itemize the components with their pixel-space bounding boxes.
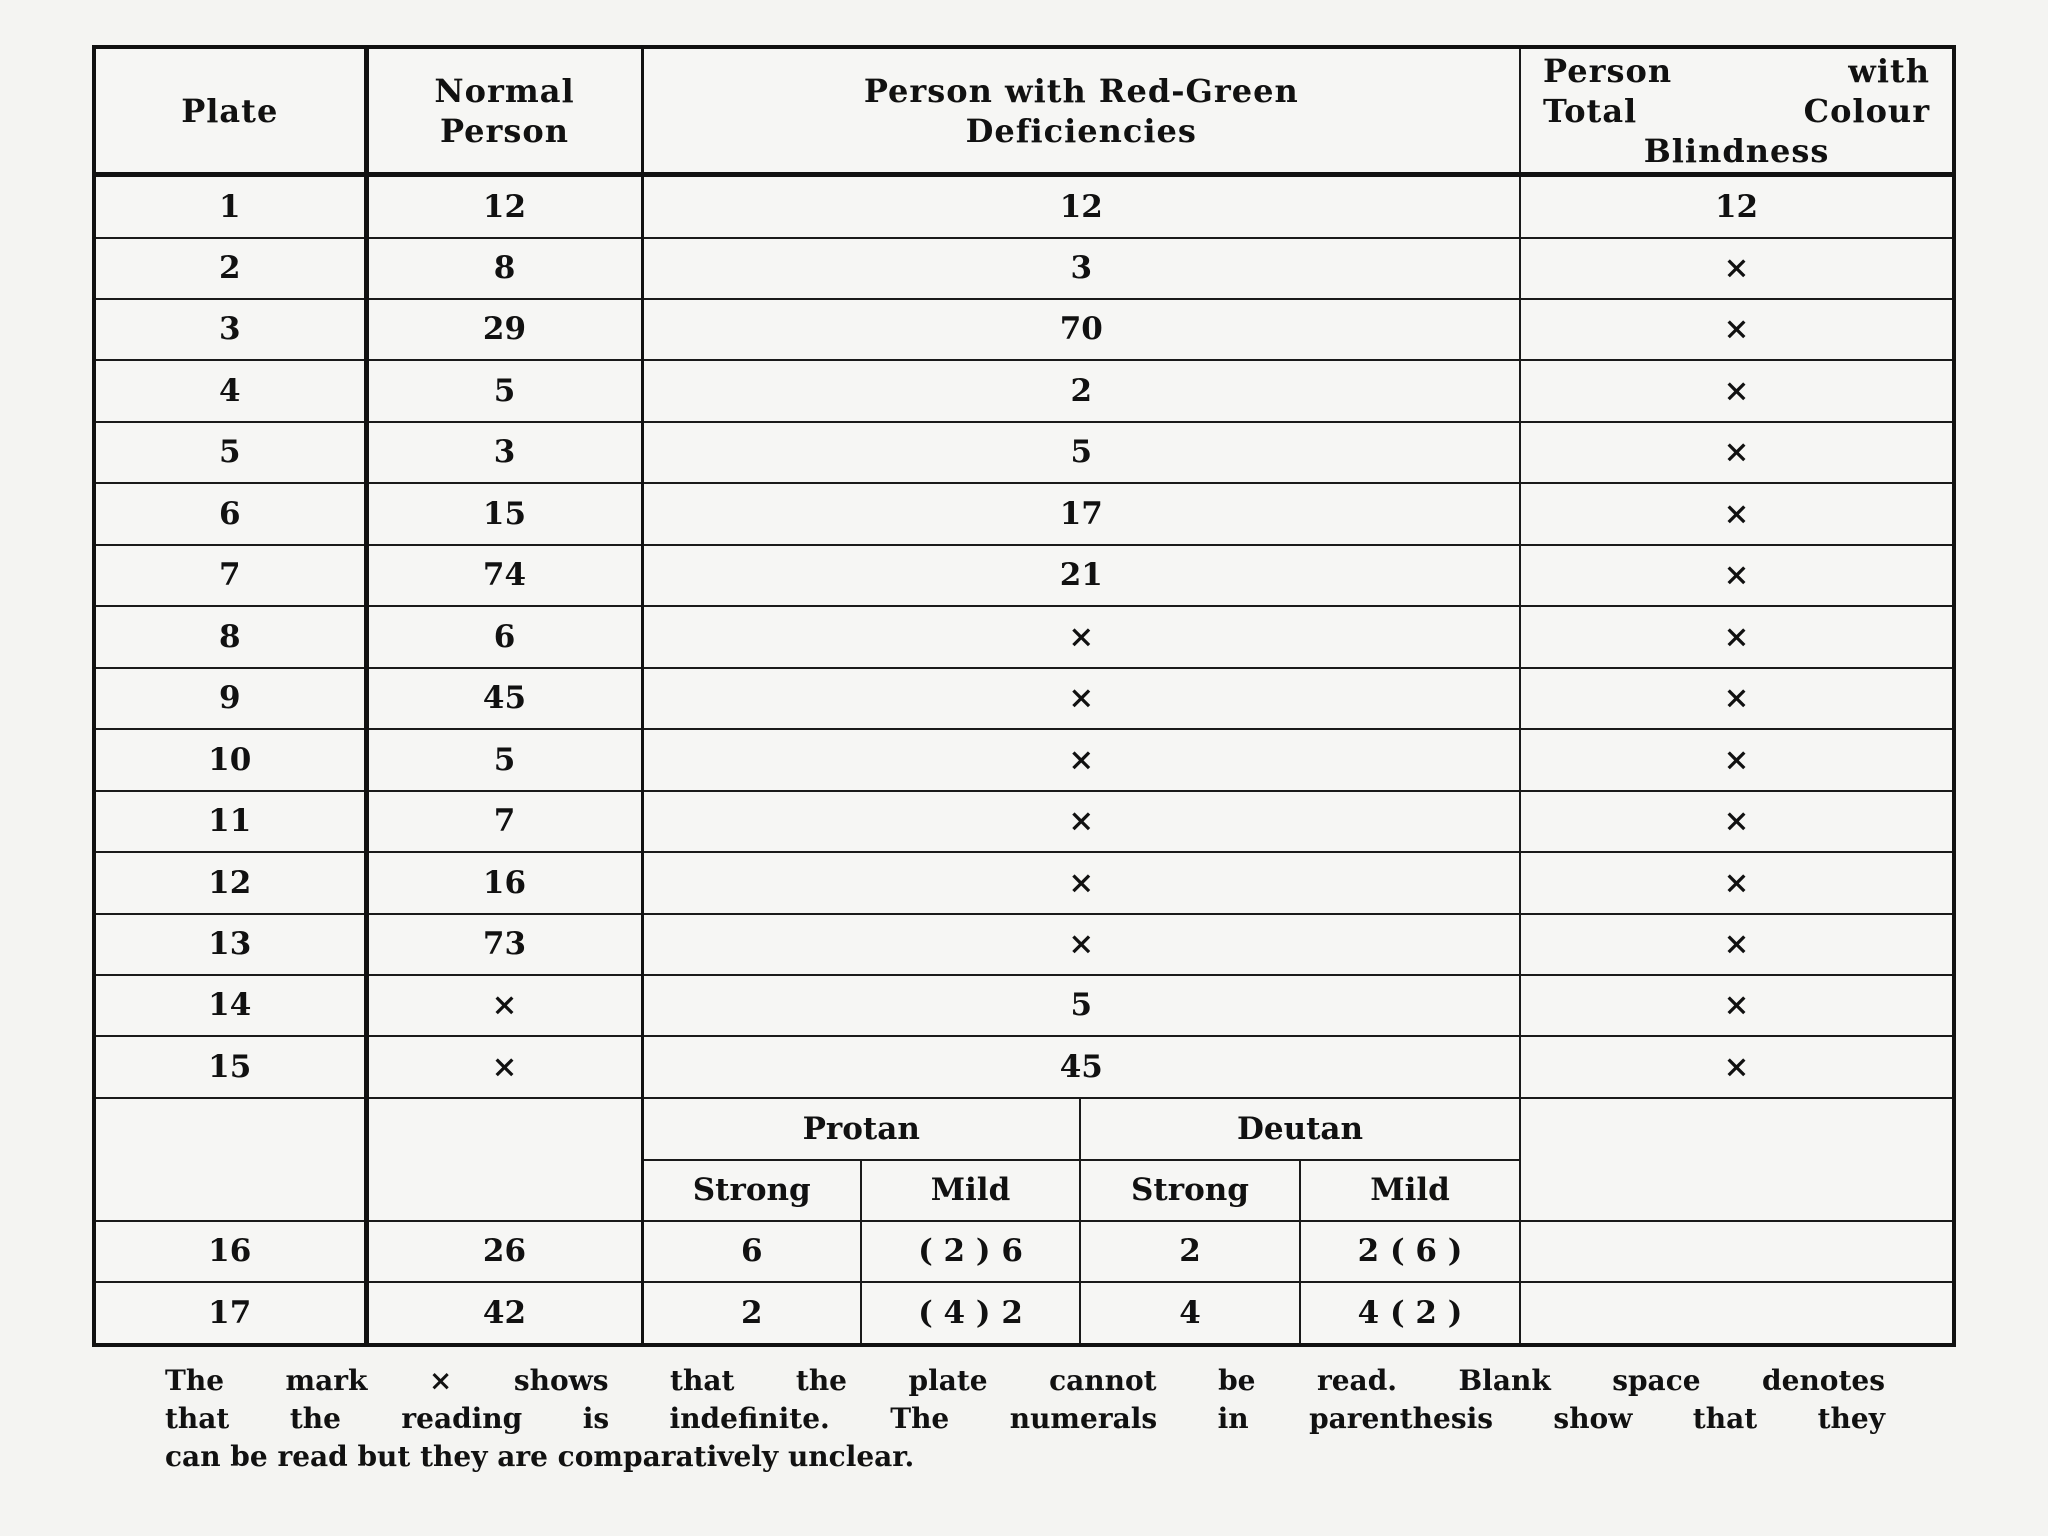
cell-normal: 15: [366, 483, 642, 544]
cell-total: ×: [1520, 852, 1954, 913]
subheader-row-groups: [94, 1098, 1954, 1159]
cell-normal: 3: [366, 422, 642, 483]
cell-plate: 1: [94, 175, 366, 238]
cell-red-green: 5: [642, 422, 1520, 483]
header-normal-line-2: Person: [439, 111, 570, 150]
table-row: [94, 299, 1954, 360]
cell-red-green: ×: [642, 606, 1520, 667]
cell-plate: 15: [94, 1036, 366, 1098]
cell-deutan-strong: 4: [1080, 1282, 1300, 1345]
cell-protan-strong: 6: [642, 1221, 861, 1282]
table-row: [94, 975, 1954, 1036]
cell-total: 12: [1520, 175, 1954, 238]
table-row: [94, 1221, 1954, 1282]
cell-total: ×: [1520, 238, 1954, 299]
cell-total: ×: [1520, 606, 1954, 667]
header-total-line-3: Blindness: [1643, 131, 1830, 170]
table-row: [94, 914, 1954, 975]
header-plate: Plate: [94, 47, 366, 175]
cell-red-green: ×: [642, 729, 1520, 790]
table-row: [94, 791, 1954, 852]
cell-total: ×: [1520, 791, 1954, 852]
header-total-line-1: Person with: [1543, 51, 1931, 90]
cell-normal: 73: [366, 914, 642, 975]
cell-red-green: ×: [642, 791, 1520, 852]
cell-deutan-mild: 4 ( 2 ): [1300, 1282, 1520, 1345]
cell-normal: 29: [366, 299, 642, 360]
cell-red-green: ×: [642, 852, 1520, 913]
subheader-normal-blank: [366, 1098, 642, 1221]
cell-plate: 3: [94, 299, 366, 360]
cell-normal: 45: [366, 668, 642, 729]
table-row: [94, 729, 1954, 790]
subheader-plate-blank: [94, 1098, 366, 1221]
cell-total: ×: [1520, 729, 1954, 790]
cell-plate: 5: [94, 422, 366, 483]
cell-protan-mild: ( 4 ) 2: [861, 1282, 1080, 1345]
cell-red-green: 70: [642, 299, 1520, 360]
cell-total: ×: [1520, 975, 1954, 1036]
cell-total: ×: [1520, 422, 1954, 483]
cell-total: [1520, 1282, 1954, 1345]
header-red-green: [642, 47, 1520, 175]
table-footnote: [165, 1362, 1885, 1476]
cell-total: [1520, 1221, 1954, 1282]
cell-deutan-strong: 2: [1080, 1221, 1300, 1282]
subheader-total-blank: [1520, 1098, 1954, 1221]
subheader-protan: Protan: [642, 1098, 1080, 1159]
cell-red-green: 2: [642, 360, 1520, 421]
subheader-deutan-strong: Strong: [1080, 1160, 1300, 1221]
cell-red-green: ×: [642, 914, 1520, 975]
cell-protan-strong: 2: [642, 1282, 861, 1345]
cell-plate: 10: [94, 729, 366, 790]
cell-normal: 26: [366, 1221, 642, 1282]
footnote-line-2: that the reading is indefinite. The numerals in parenthesis show that they: [165, 1402, 1885, 1435]
table-row: [94, 852, 1954, 913]
subheader-protan-mild: Mild: [861, 1160, 1080, 1221]
cell-plate: 16: [94, 1221, 366, 1282]
table-row: [94, 606, 1954, 667]
cell-red-green: 12: [642, 175, 1520, 238]
cell-normal: 8: [366, 238, 642, 299]
table-row: [94, 422, 1954, 483]
cell-plate: 8: [94, 606, 366, 667]
table-header-row: [94, 47, 1954, 175]
cell-deutan-mild: 2 ( 6 ): [1300, 1221, 1520, 1282]
table-row: [94, 668, 1954, 729]
cell-normal: ×: [366, 975, 642, 1036]
cell-normal: 5: [366, 360, 642, 421]
cell-normal: ×: [366, 1036, 642, 1098]
header-normal-person: [366, 47, 642, 175]
cell-normal: 74: [366, 545, 642, 606]
cell-plate: 11: [94, 791, 366, 852]
header-red-green-line-1: Person with Red-Green: [863, 71, 1299, 110]
cell-plate: 7: [94, 545, 366, 606]
table-row: [94, 483, 1954, 544]
cell-normal: 6: [366, 606, 642, 667]
cell-plate: 9: [94, 668, 366, 729]
cell-total: ×: [1520, 360, 1954, 421]
table-row: [94, 1282, 1954, 1345]
cell-normal: 12: [366, 175, 642, 238]
cell-total: ×: [1520, 668, 1954, 729]
cell-red-green: 21: [642, 545, 1520, 606]
cell-plate: 17: [94, 1282, 366, 1345]
cell-plate: 14: [94, 975, 366, 1036]
cell-red-green: 17: [642, 483, 1520, 544]
cell-plate: 4: [94, 360, 366, 421]
cell-red-green: 5: [642, 975, 1520, 1036]
table-row: [94, 175, 1954, 238]
cell-normal: 7: [366, 791, 642, 852]
cell-total: ×: [1520, 299, 1954, 360]
footnote-line-3: can be read but they are comparatively unclear.: [165, 1440, 915, 1473]
header-total-blindness: [1520, 47, 1954, 175]
cell-total: ×: [1520, 483, 1954, 544]
subheader-deutan-mild: Mild: [1300, 1160, 1520, 1221]
cell-total: ×: [1520, 1036, 1954, 1098]
table-row: [94, 545, 1954, 606]
cell-protan-mild: ( 2 ) 6: [861, 1221, 1080, 1282]
subheader-deutan: Deutan: [1080, 1098, 1520, 1159]
footnote-line-1: The mark × shows that the plate cannot be read. Blank space denotes: [165, 1364, 1885, 1397]
table-row: [94, 360, 1954, 421]
ishihara-plate-table: [92, 45, 1956, 1347]
cell-total: ×: [1520, 914, 1954, 975]
cell-normal: 16: [366, 852, 642, 913]
cell-plate: 12: [94, 852, 366, 913]
cell-plate: 2: [94, 238, 366, 299]
cell-plate: 6: [94, 483, 366, 544]
table-row: [94, 238, 1954, 299]
cell-red-green: 3: [642, 238, 1520, 299]
cell-total: ×: [1520, 545, 1954, 606]
cell-red-green: ×: [642, 668, 1520, 729]
cell-normal: 5: [366, 729, 642, 790]
header-normal-line-1: Normal: [434, 71, 575, 110]
cell-red-green: 45: [642, 1036, 1520, 1098]
header-total-line-2: Total Colour: [1543, 91, 1931, 130]
subheader-protan-strong: Strong: [642, 1160, 861, 1221]
cell-normal: 42: [366, 1282, 642, 1345]
header-red-green-line-2: Deficiencies: [965, 111, 1197, 150]
table-row: [94, 1036, 1954, 1098]
cell-plate: 13: [94, 914, 366, 975]
